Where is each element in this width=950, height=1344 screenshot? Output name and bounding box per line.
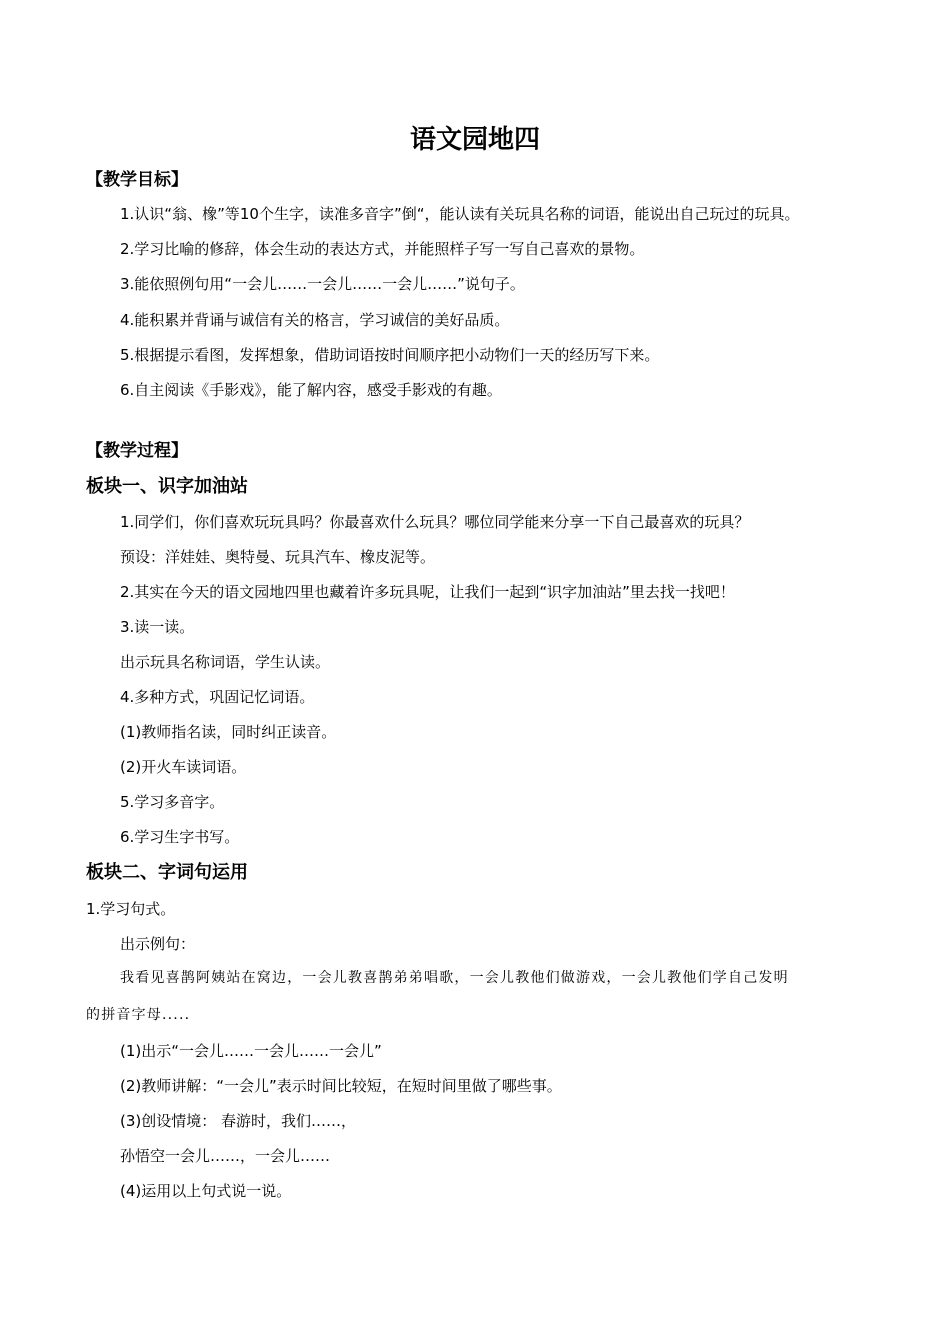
objective-item-6: 6.自主阅读《手影戏》，能了解内容，感受手影戏的有趣。: [120, 381, 502, 399]
block2-step-1: (1)出示“一会儿……一会儿……一会儿”: [120, 1042, 382, 1060]
objective-item-3: 3.能依照例句用“一会儿……一会儿……一会儿……”说句子。: [120, 275, 525, 293]
block1-line-7: (1)教师指名读，同时纠正读音。: [120, 723, 337, 741]
objectives-heading: 【教学目标】: [86, 170, 188, 190]
block1-line-2: 预设：洋娃娃、奥特曼、玩具汽车、橡皮泥等。: [120, 548, 436, 566]
block2-item-1: 1.学习句式。: [86, 900, 176, 918]
objective-item-5: 5.根据提示看图，发挥想象，借助词语按时间顺序把小动物们一天的经历写下来。: [120, 346, 660, 364]
process-heading: 【教学过程】: [86, 441, 188, 461]
block2-heading: 板块二、字词句运用: [86, 862, 248, 883]
block1-line-9: 5.学习多音字。: [120, 793, 225, 811]
block2-step-2: (2)教师讲解：“一会儿”表示时间比较短，在短时间里做了哪些事。: [120, 1077, 562, 1095]
block1-line-5: 出示玩具名称词语，学生认读。: [120, 653, 331, 671]
objective-item-2: 2.学习比喻的修辞，体会生动的表达方式，并能照样子写一写自己喜欢的景物。: [120, 240, 645, 258]
block1-heading: 板块一、识字加油站: [86, 476, 248, 497]
block1-line-3: 2.其实在今天的语文园地四里也藏着许多玩具呢，让我们一起到“识字加油站”里去找一找吧！: [120, 583, 735, 601]
objective-item-4: 4.能积累并背诵与诚信有关的格言，学习诚信的美好品质。: [120, 311, 510, 329]
example-label: 出示例句：: [120, 935, 196, 953]
example-sentence-line-1: 我看见喜鹊阿姨站在窝边，一会儿教喜鹊弟弟唱歌，一会儿教他们做游戏，一会儿教他们学自己发明: [120, 970, 789, 986]
block2-step-3-continued: 孙悟空一会儿……，一会儿……: [120, 1147, 331, 1165]
block1-line-10: 6.学习生字书写。: [120, 828, 240, 846]
block2-step-4: (4)运用以上句式说一说。: [120, 1182, 292, 1200]
document-title: 语文园地四: [409, 125, 540, 155]
block1-line-6: 4.多种方式，巩固记忆词语。: [120, 688, 315, 706]
block1-line-8: (2)开火车读词语。: [120, 758, 247, 776]
block2-step-3: (3)创设情境： 春游时，我们……，: [120, 1112, 357, 1130]
example-sentence-line-2: 的拼音字母.....: [86, 1007, 191, 1023]
block1-line-1: 1.同学们，你们喜欢玩玩具吗？你最喜欢什么玩具？哪位同学能来分享一下自己最喜欢的玩具？: [120, 513, 750, 531]
block1-line-4: 3.读一读。: [120, 618, 195, 636]
objective-item-1: 1.认识“翁、橡”等10个生字，读准多音字”倒“，能认读有关玩具名称的词语，能说出自己玩过的玩具。: [120, 205, 800, 223]
